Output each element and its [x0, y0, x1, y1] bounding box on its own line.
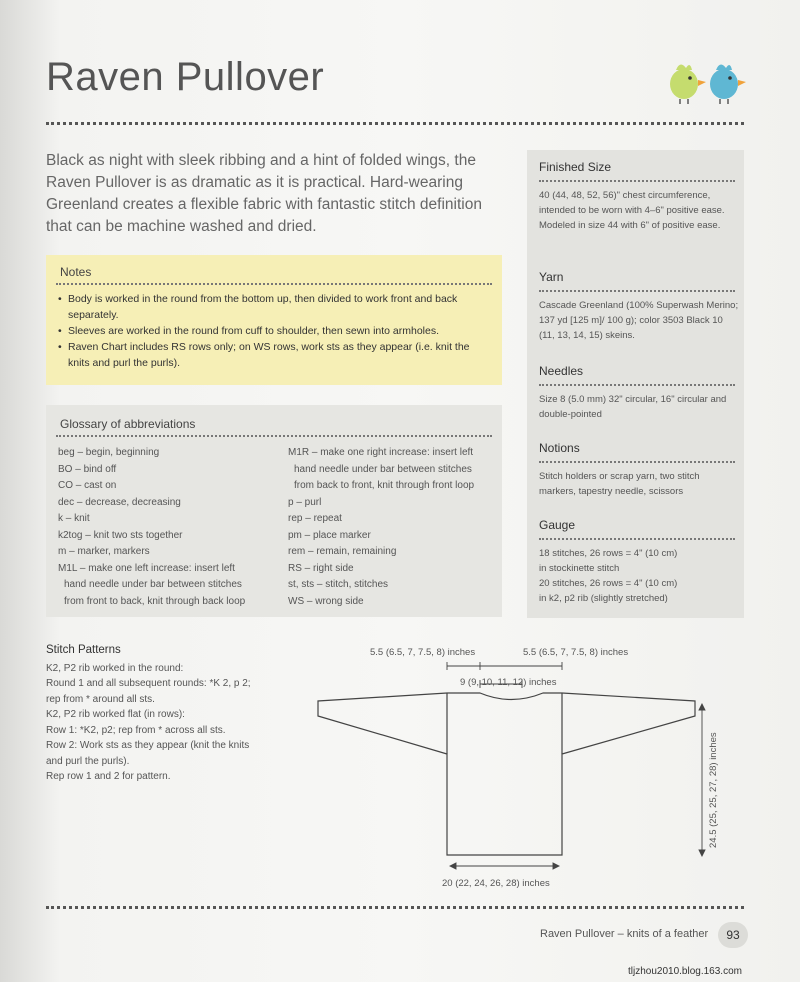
gauge-line: 18 stitches, 26 rows = 4" (10 cm) [539, 548, 678, 559]
notions-heading: Notions [539, 441, 580, 455]
glossary-entry: rep – repeat [288, 513, 342, 524]
glossary-right-column [288, 445, 474, 610]
gauge-line: in k2, p2 rib (slightly stretched) [539, 593, 668, 604]
glossary-entry: p – purl [288, 496, 322, 508]
gauge-line: in stockinette stitch [539, 563, 620, 574]
stitch-line: Row 2: Work sts as they appear (knit the knits [46, 740, 250, 751]
gauge-section [539, 518, 739, 606]
glossary-entry: rem – remain, remaining [288, 546, 397, 557]
stitch-line: K2, P2 rib worked in the round: [46, 662, 184, 674]
finished-size-heading: Finished Size [539, 160, 612, 174]
section-divider [539, 538, 735, 540]
needles-heading: Needles [539, 364, 584, 378]
yarn-text: Cascade Greenland (100% Superwash Merino; 137 yd [125 m]/ 100 g); color 3503 Black 10 (11, 13, 14, 15) skeins. [539, 300, 739, 341]
stitch-line: and purl the purls). [46, 755, 130, 767]
stitch-patterns-heading: Stitch Patterns [46, 644, 121, 656]
notes-divider [56, 283, 492, 285]
needles-section [539, 364, 739, 422]
neck-label: 9 (9, 10, 11, 12) inches [460, 677, 557, 688]
finished-size-section [539, 160, 739, 233]
section-divider [539, 384, 735, 386]
glossary-entry: st, sts – stitch, stitches [288, 579, 389, 590]
footer-divider [46, 906, 744, 909]
list-item: • Body is worked in the round from the bottom up, then divided to work front and back separately. [58, 291, 488, 323]
green-bird-icon [670, 64, 706, 104]
gauge-line: 20 stitches, 26 rows = 4" (10 cm) [539, 578, 678, 589]
notions-text: Stitch holders or scrap yarn, two stitch markers, tapestry needle, scissors [539, 471, 700, 497]
sweater-outline [318, 693, 695, 855]
section-divider [539, 180, 735, 182]
stitch-patterns [46, 643, 286, 785]
list-item: • Raven Chart includes RS rows only; on WS rows, work sts as they appear (i.e. knit the knits and purl the purls). [58, 339, 488, 371]
glossary-entry: M1L – make one left increase: insert left [58, 562, 235, 574]
notes-heading: Notes [60, 265, 92, 279]
birds-logo [666, 58, 746, 104]
section-divider [539, 290, 735, 292]
glossary-entry: k2tog – knit two sts together [58, 529, 183, 541]
glossary-entry: m – marker, markers [58, 546, 150, 557]
sweater-schematic [300, 640, 740, 900]
glossary-box [46, 405, 502, 617]
glossary-entry: beg – begin, beginning [58, 447, 160, 458]
glossary-entry: hand needle under bar between stitches [64, 579, 242, 590]
glossary-entry: pm – place marker [288, 529, 371, 541]
glossary-entry: from front to back, knit through back loop [64, 595, 246, 607]
watermark: tljzhou2010.blog.163.com [628, 966, 742, 977]
yarn-heading: Yarn [539, 270, 564, 284]
glossary-entry: BO – bind off [58, 463, 117, 475]
glossary-entry: k – knit [58, 513, 90, 524]
notions-section [539, 441, 739, 499]
length-label: 24.5 (25, 25, 27, 28) inches [708, 732, 719, 848]
glossary-entry: from back to front, knit through front loop [294, 480, 475, 491]
glossary-entry: M1R – make one right increase: insert left [288, 447, 474, 458]
yarn-section [539, 270, 739, 343]
shoulder-left-label: 5.5 (6.5, 7, 7.5, 8) inches [370, 647, 476, 658]
finished-size-text: 40 (44, 48, 52, 56)" chest circumference, intended to be worn with 4–6" positive ease. Modeled in size 44 with 6" of positive ease. [539, 190, 725, 231]
stitch-line: rep from * around all sts. [46, 693, 155, 705]
pattern-details-sidebar [527, 150, 744, 618]
notes-box [46, 255, 502, 385]
glossary-divider [56, 435, 492, 437]
stitch-line: Row 1: *K2, p2; rep from * across all sts. [46, 724, 226, 736]
glossary-entry: CO – cast on [58, 480, 117, 491]
needles-text: Size 8 (5.0 mm) 32" circular, 16" circular and double-pointed [539, 394, 727, 420]
glossary-entry: dec – decrease, decreasing [58, 496, 181, 508]
stitch-line: Rep row 1 and 2 for pattern. [46, 771, 171, 782]
header-divider [46, 122, 744, 125]
page-number: 93 [718, 922, 748, 948]
blue-bird-icon [710, 64, 746, 104]
glossary-entry: WS – wrong side [288, 595, 364, 607]
page-title: Raven Pullover [46, 55, 325, 99]
shoulder-right-label: 5.5 (6.5, 7, 7.5, 8) inches [523, 647, 629, 658]
footer-text: Raven Pullover – knits of a feather [540, 928, 709, 940]
width-label: 20 (22, 24, 26, 28) inches [442, 878, 550, 889]
stitch-line: Round 1 and all subsequent rounds: *K 2, p 2; [46, 678, 251, 689]
section-divider [539, 461, 735, 463]
glossary-left-column [58, 445, 245, 610]
stitch-line: K2, P2 rib worked flat (in rows): [46, 709, 185, 720]
list-item: • Sleeves are worked in the round from cuff to shoulder, then sewn into armholes. [58, 323, 488, 339]
notes-list [58, 291, 488, 371]
glossary-heading: Glossary of abbreviations [60, 417, 196, 431]
gauge-heading: Gauge [539, 518, 576, 532]
intro-text: Black as night with sleek ribbing and a hint of folded wings, the Raven Pullover is as dramatic as it is practical. Hard-wearing Greenland creates a flexible fabric with fantastic stitch definition that can be machine washed and dried. [46, 152, 482, 235]
glossary-entry: hand needle under bar between stitches [294, 463, 472, 475]
glossary-entry: RS – right side [288, 562, 354, 574]
